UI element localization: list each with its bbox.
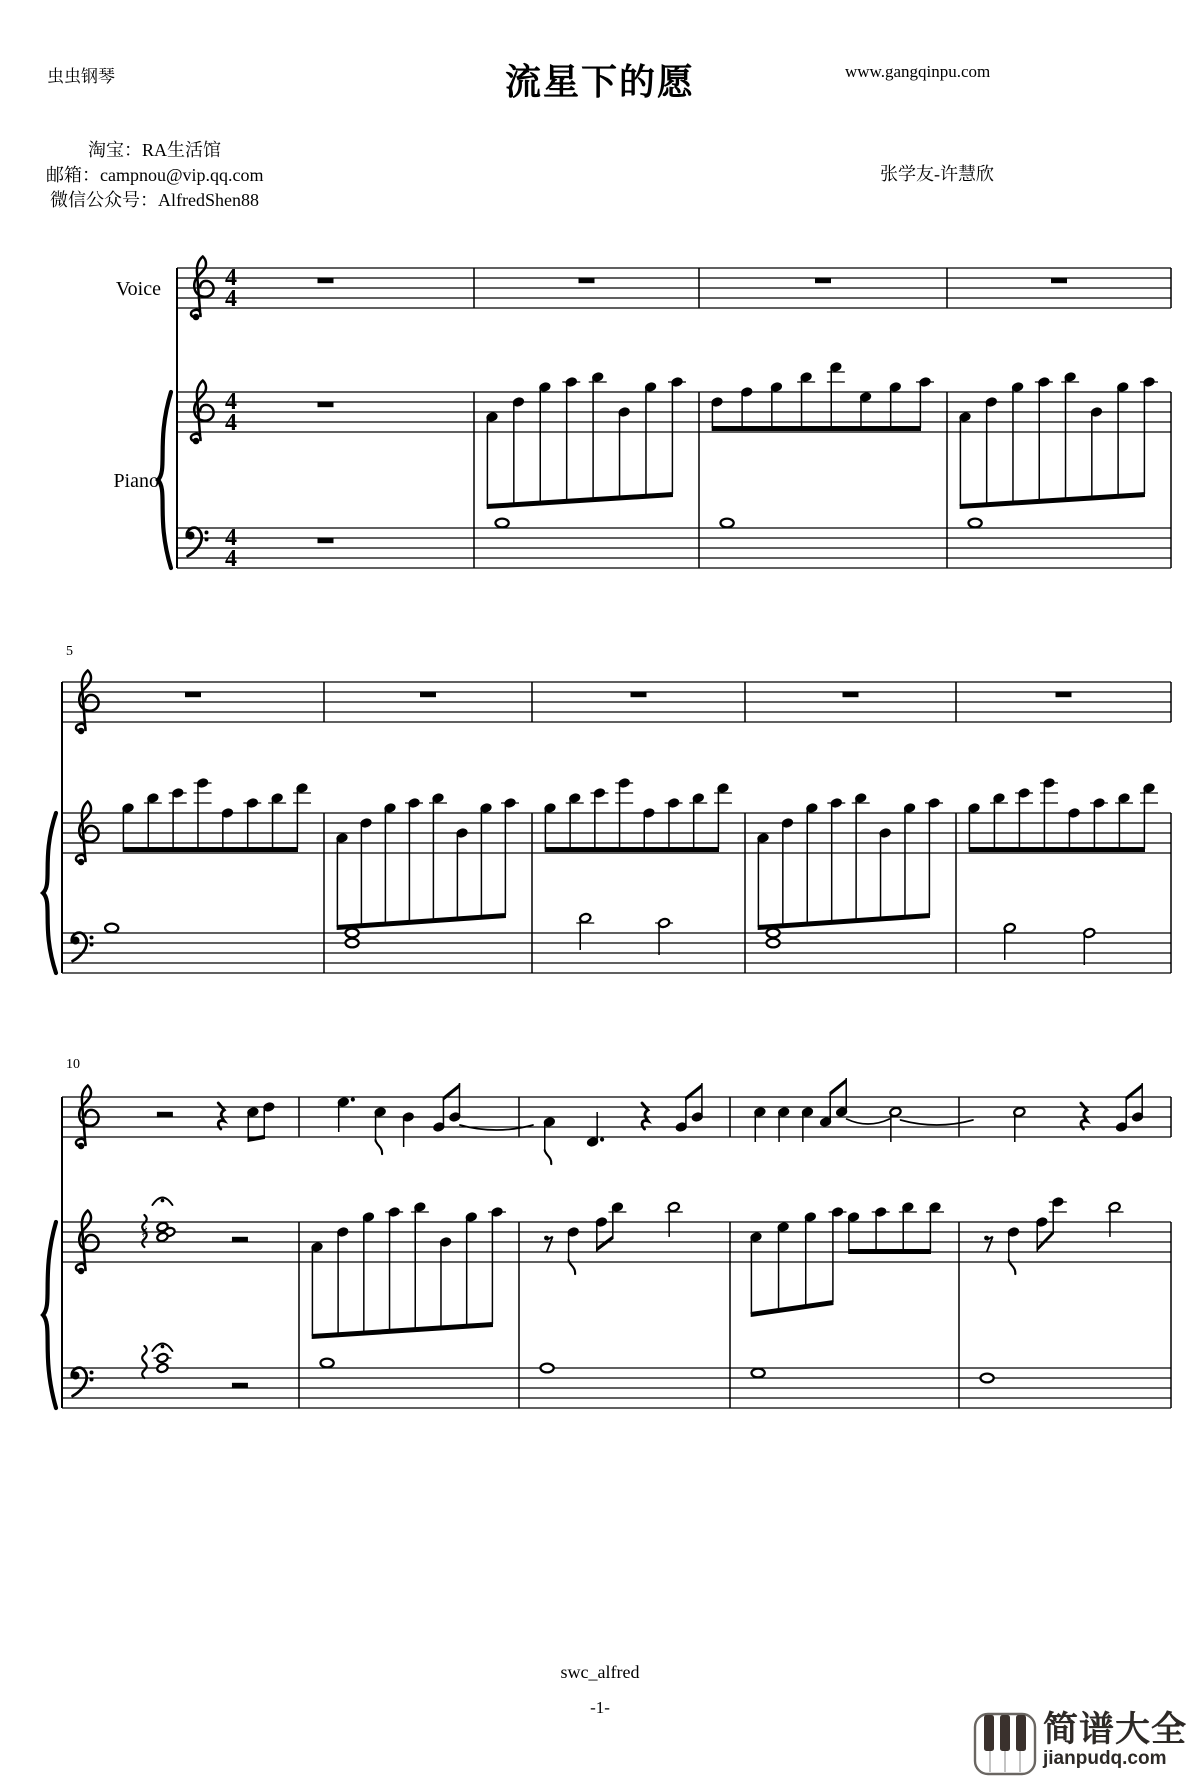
svg-text:4: 4 — [225, 265, 237, 291]
svg-text:4: 4 — [225, 286, 237, 312]
brand-text: 虫虫钢琴 — [47, 67, 115, 86]
logo-domain: jianpudq.com — [1043, 1748, 1167, 1769]
email-line: 邮箱：campnou@vip.qq.com — [46, 165, 264, 185]
footer-author: swc_alfred — [560, 1662, 640, 1682]
svg-text:10: 10 — [66, 1057, 80, 1072]
logo-name: 简谱大全 — [1043, 1710, 1188, 1749]
svg-text:5: 5 — [66, 644, 73, 659]
svg-text:Piano: Piano — [113, 470, 159, 492]
piano-keys-icon — [973, 1712, 1037, 1776]
page-number: -1- — [590, 1698, 610, 1717]
svg-text:♯: ♯ — [141, 1223, 149, 1241]
svg-text:4: 4 — [225, 410, 237, 436]
system-1 — [113, 257, 1171, 573]
system-3 — [43, 1057, 1171, 1408]
song-title: 流星下的愿 — [504, 62, 695, 102]
jianpudq-logo — [973, 1712, 1187, 1776]
logo-texts — [1043, 1712, 1187, 1768]
svg-text:4: 4 — [225, 546, 237, 572]
svg-text:Voice: Voice — [115, 278, 161, 300]
wechat-line: 微信公众号：AlfredShen88 — [50, 190, 259, 210]
website-url: www.gangqinpu.com — [845, 62, 991, 81]
svg-text:4: 4 — [225, 525, 237, 551]
system-2 — [43, 644, 1171, 973]
svg-text:4: 4 — [225, 389, 237, 415]
taobao-line: 淘宝：RA生活馆 — [88, 140, 222, 160]
artist-names: 张学友-许慧欣 — [880, 164, 994, 184]
